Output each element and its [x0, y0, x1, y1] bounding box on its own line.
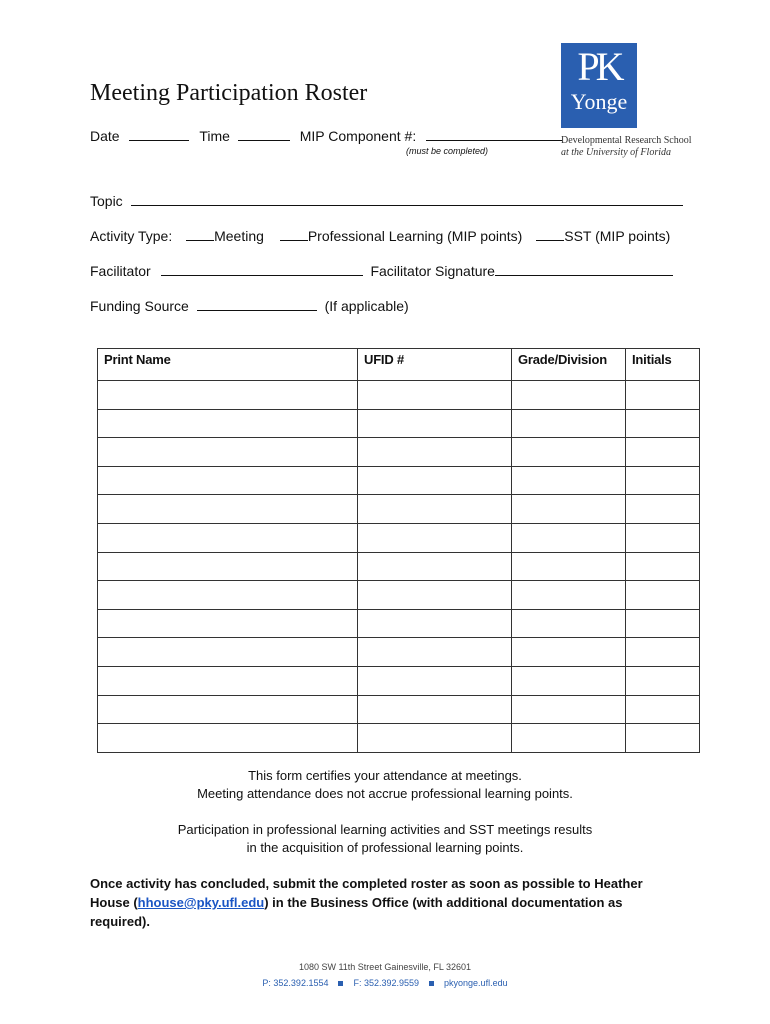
facilitator-signature-field[interactable] — [495, 263, 673, 276]
grade-division-cell[interactable] — [512, 495, 626, 524]
initials-cell[interactable] — [626, 381, 700, 410]
grade-division-cell[interactable] — [512, 638, 626, 667]
table-row — [98, 495, 700, 524]
facilitator-row — [90, 263, 673, 279]
date-field[interactable] — [129, 128, 189, 141]
notes-block-2 — [90, 821, 680, 857]
logo-subtitle-line1: Developmental Research School — [561, 135, 692, 146]
separator-square-icon — [429, 981, 434, 986]
initials-cell[interactable] — [626, 438, 700, 467]
note-line-1: This form certifies your attendance at meetings. — [248, 768, 522, 783]
name-cell[interactable] — [98, 609, 358, 638]
submission-instructions — [90, 874, 670, 931]
date-time-row — [90, 128, 562, 144]
initials-cell[interactable] — [626, 638, 700, 667]
sst-label: SST (MIP points) — [564, 228, 671, 244]
name-cell[interactable] — [98, 666, 358, 695]
grade-division-cell[interactable] — [512, 552, 626, 581]
initials-cell[interactable] — [626, 523, 700, 552]
facilitator-field[interactable] — [161, 263, 363, 276]
professional-learning-checkbox[interactable] — [280, 228, 308, 241]
grade-division-cell[interactable] — [512, 695, 626, 724]
ufid-cell[interactable] — [358, 666, 512, 695]
activity-row — [90, 228, 670, 244]
roster-header-row — [98, 349, 700, 381]
funding-label: Funding Source — [90, 298, 189, 314]
separator-square-icon — [338, 981, 343, 986]
table-row — [98, 552, 700, 581]
table-row — [98, 638, 700, 667]
table-row — [98, 438, 700, 467]
footer-phone: P: 352.392.1554 — [262, 978, 329, 988]
table-row — [98, 666, 700, 695]
initials-cell[interactable] — [626, 724, 700, 753]
name-cell[interactable] — [98, 409, 358, 438]
mip-note: (must be completed) — [406, 146, 489, 156]
footer-fax: F: 352.392.9559 — [353, 978, 420, 988]
name-cell[interactable] — [98, 724, 358, 753]
pk-yonge-logo — [561, 43, 637, 128]
initials-cell[interactable] — [626, 609, 700, 638]
meeting-checkbox[interactable] — [186, 228, 214, 241]
instructions-part-b: ) in the Business Office (with additional documentation as required). — [90, 895, 623, 929]
table-row — [98, 381, 700, 410]
table-row — [98, 466, 700, 495]
instructions-part-a: Once activity has concluded, submit the completed roster as soon as possible to Heather House ( — [90, 876, 643, 910]
facilitator-label: Facilitator — [90, 263, 151, 279]
logo-subtitle — [561, 135, 692, 159]
page-title: Meeting Participation Roster — [90, 80, 368, 106]
logo-subtitle-line2: at the University of Florida — [561, 147, 671, 158]
ufid-cell[interactable] — [358, 609, 512, 638]
topic-label: Topic — [90, 193, 123, 209]
sst-checkbox[interactable] — [536, 228, 564, 241]
roster-table — [97, 348, 700, 753]
header-ufid: UFID # — [358, 349, 512, 381]
grade-division-cell[interactable] — [512, 381, 626, 410]
grade-division-cell[interactable] — [512, 438, 626, 467]
table-row — [98, 523, 700, 552]
name-cell[interactable] — [98, 495, 358, 524]
initials-cell[interactable] — [626, 409, 700, 438]
ufid-cell[interactable] — [358, 638, 512, 667]
email-link[interactable]: hhouse@pky.ufl.edu — [137, 895, 265, 910]
meeting-label: Meeting — [214, 228, 264, 244]
grade-division-cell[interactable] — [512, 466, 626, 495]
name-cell[interactable] — [98, 523, 358, 552]
facilitator-signature-label: Facilitator Signature — [370, 263, 495, 279]
funding-note: (If applicable) — [324, 298, 409, 314]
initials-cell[interactable] — [626, 495, 700, 524]
name-cell[interactable] — [98, 695, 358, 724]
time-label: Time — [199, 128, 230, 144]
initials-cell[interactable] — [626, 552, 700, 581]
table-row — [98, 724, 700, 753]
name-cell[interactable] — [98, 638, 358, 667]
grade-division-cell[interactable] — [512, 409, 626, 438]
topic-field[interactable] — [131, 193, 683, 206]
header-grade-division: Grade/Division — [512, 349, 626, 381]
grade-division-cell[interactable] — [512, 609, 626, 638]
footer-address: 1080 SW 11th Street Gainesville, FL 32601 — [298, 962, 472, 972]
date-label: Date — [90, 128, 120, 144]
header-print-name: Print Name — [98, 349, 358, 381]
table-row — [98, 695, 700, 724]
funding-row — [90, 298, 409, 314]
mip-label: MIP Component #: — [299, 128, 417, 144]
header-initials: Initials — [626, 349, 700, 381]
initials-cell[interactable] — [626, 466, 700, 495]
grade-division-cell[interactable] — [512, 666, 626, 695]
ufid-cell[interactable] — [358, 552, 512, 581]
initials-cell[interactable] — [626, 695, 700, 724]
funding-field[interactable] — [197, 298, 317, 311]
ufid-cell[interactable] — [358, 581, 512, 610]
ufid-cell[interactable] — [358, 409, 512, 438]
ufid-cell[interactable] — [358, 438, 512, 467]
note-line-2: Meeting attendance does not accrue professional learning points. — [197, 786, 573, 801]
footer-website-link[interactable]: pkyonge.ufl.edu — [444, 978, 508, 988]
ufid-cell[interactable] — [358, 466, 512, 495]
name-cell[interactable] — [98, 381, 358, 410]
name-cell[interactable] — [98, 552, 358, 581]
grade-division-cell[interactable] — [512, 523, 626, 552]
time-field[interactable] — [238, 128, 290, 141]
ufid-cell[interactable] — [358, 523, 512, 552]
logo-yonge-text: Yonge — [570, 89, 628, 114]
initials-cell[interactable] — [626, 666, 700, 695]
footer-contact — [0, 978, 770, 988]
notes-block-1 — [90, 767, 680, 803]
topic-row — [90, 193, 683, 209]
table-row — [98, 609, 700, 638]
activity-label: Activity Type: — [90, 228, 173, 244]
ufid-cell[interactable] — [358, 724, 512, 753]
logo-pk-text: PK — [577, 44, 621, 89]
note-line-3: Participation in professional learning activities and SST meetings results — [177, 822, 593, 837]
ufid-cell[interactable] — [358, 695, 512, 724]
table-row — [98, 581, 700, 610]
ufid-cell[interactable] — [358, 381, 512, 410]
grade-division-cell[interactable] — [512, 581, 626, 610]
name-cell[interactable] — [98, 438, 358, 467]
note-line-4: in the acquisition of professional learning points. — [246, 840, 524, 855]
professional-learning-label: Professional Learning (MIP points) — [307, 228, 523, 244]
ufid-cell[interactable] — [358, 495, 512, 524]
name-cell[interactable] — [98, 466, 358, 495]
mip-field[interactable] — [426, 128, 562, 141]
initials-cell[interactable] — [626, 581, 700, 610]
grade-division-cell[interactable] — [512, 724, 626, 753]
name-cell[interactable] — [98, 581, 358, 610]
table-row — [98, 409, 700, 438]
